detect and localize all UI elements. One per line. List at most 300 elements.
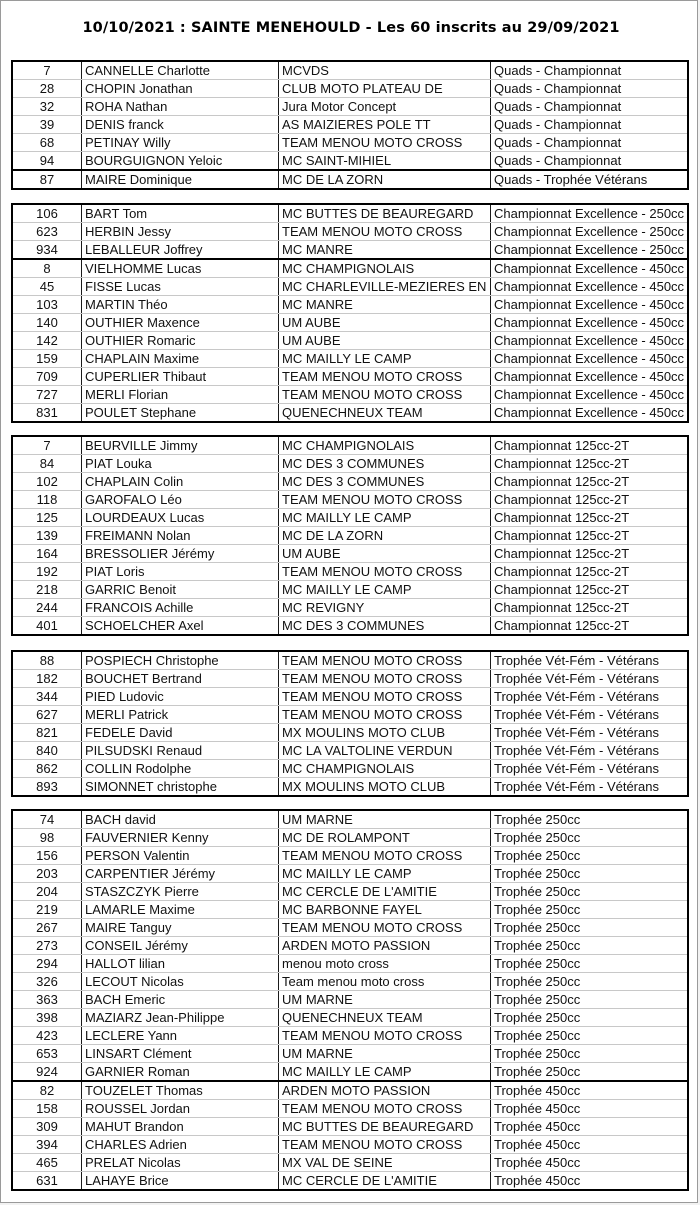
club-name: MC DES 3 COMMUNES	[279, 455, 491, 473]
rider-number: 182	[12, 670, 82, 688]
rider-number: 294	[12, 955, 82, 973]
club-name: TEAM MENOU MOTO CROSS	[279, 651, 491, 670]
category: Championnat 125cc-2T	[491, 509, 689, 527]
rider-number: 74	[12, 810, 82, 829]
rider-name: CANNELLE Charlotte	[82, 61, 279, 80]
club-name: MX MOULINS MOTO CLUB	[279, 778, 491, 797]
table-row	[12, 404, 688, 423]
table-row	[12, 724, 688, 742]
club-name: TEAM MENOU MOTO CROSS	[279, 1100, 491, 1118]
club-name: MCVDS	[279, 61, 491, 80]
club-name: CLUB MOTO PLATEAU DE	[279, 80, 491, 98]
table-row	[12, 865, 688, 883]
table-row	[12, 134, 688, 152]
category: Quads - Championnat	[491, 134, 689, 152]
rider-number: 934	[12, 241, 82, 260]
category: Championnat 125cc-2T	[491, 581, 689, 599]
category: Trophée 450cc	[491, 1136, 689, 1154]
table-row	[12, 61, 688, 80]
category: Trophée 450cc	[491, 1100, 689, 1118]
category: Trophée 250cc	[491, 901, 689, 919]
table-row	[12, 847, 688, 865]
club-name: UM AUBE	[279, 545, 491, 563]
table-row	[12, 810, 688, 829]
category: Quads - Championnat	[491, 80, 689, 98]
club-name: MC CERCLE DE L'AMITIE	[279, 1172, 491, 1191]
table-row	[12, 688, 688, 706]
table-row	[12, 563, 688, 581]
rider-name: GARNIER Roman	[82, 1063, 279, 1082]
rider-name: COLLIN Rodolphe	[82, 760, 279, 778]
rider-name: BACH david	[82, 810, 279, 829]
category: Championnat Excellence - 450cc	[491, 368, 689, 386]
rider-name: BRESSOLIER Jérémy	[82, 545, 279, 563]
rider-number: 82	[12, 1081, 82, 1100]
rider-number: 394	[12, 1136, 82, 1154]
rider-number: 159	[12, 350, 82, 368]
rider-name: LOURDEAUX Lucas	[82, 509, 279, 527]
rider-name: MAIRE Tanguy	[82, 919, 279, 937]
table-row	[12, 670, 688, 688]
table-row	[12, 296, 688, 314]
category: Trophée 450cc	[491, 1081, 689, 1100]
table-row	[12, 617, 688, 636]
club-name: MC DE LA ZORN	[279, 170, 491, 189]
table-row	[12, 706, 688, 724]
club-name: Jura Motor Concept	[279, 98, 491, 116]
rider-number: 423	[12, 1027, 82, 1045]
club-name: MC CHAMPIGNOLAIS	[279, 259, 491, 278]
club-name: MC DES 3 COMMUNES	[279, 473, 491, 491]
category: Quads - Championnat	[491, 61, 689, 80]
rider-name: MERLI Patrick	[82, 706, 279, 724]
rider-name: FISSE Lucas	[82, 278, 279, 296]
rider-number: 39	[12, 116, 82, 134]
category: Championnat 125cc-2T	[491, 563, 689, 581]
club-name: TEAM MENOU MOTO CROSS	[279, 670, 491, 688]
category: Trophée Vét-Fém - Vétérans	[491, 688, 689, 706]
rider-name: HALLOT lilian	[82, 955, 279, 973]
category: Trophée Vét-Fém - Vétérans	[491, 724, 689, 742]
club-name: MC MAILLY LE CAMP	[279, 1063, 491, 1082]
rider-number: 831	[36, 405, 58, 420]
club-name: MC MANRE	[279, 241, 491, 260]
table-row	[12, 116, 688, 134]
rider-number: 87	[12, 170, 82, 189]
club-name: TEAM MENOU MOTO CROSS	[279, 134, 491, 152]
rider-name: POSPIECH Christophe	[82, 651, 279, 670]
category: Championnat Excellence - 450cc	[491, 386, 689, 404]
rider-name: BOURGUIGNON Yeloic	[82, 152, 279, 171]
rider-number: 709	[12, 368, 82, 386]
table-row	[12, 973, 688, 991]
club-name: ARDEN MOTO PASSION	[279, 937, 491, 955]
category: Championnat 125cc-2T	[491, 491, 689, 509]
rider-number: 363	[12, 991, 82, 1009]
table-row	[12, 1081, 688, 1100]
rider-number: 924	[12, 1063, 82, 1082]
category: Championnat 125cc-2T	[491, 599, 689, 617]
rider-name: TOUZELET Thomas	[82, 1081, 279, 1100]
category: Trophée 250cc	[491, 1063, 689, 1082]
category: Quads - Championnat	[491, 98, 689, 116]
club-name: UM MARNE	[279, 991, 491, 1009]
rider-number: 142	[12, 332, 82, 350]
category: Trophée 450cc	[491, 1118, 689, 1136]
category: Trophée 250cc	[491, 919, 689, 937]
registration-table	[11, 809, 689, 1191]
rider-number: 653	[12, 1045, 82, 1063]
rider-name: PILSUDSKI Renaud	[82, 742, 279, 760]
rider-number: 840	[12, 742, 82, 760]
rider-number: 68	[12, 134, 82, 152]
rider-name: STASZCZYK Pierre	[82, 883, 279, 901]
category: Trophée 250cc	[491, 955, 689, 973]
club-name: MC MANRE	[279, 296, 491, 314]
category: Trophée 250cc	[491, 973, 689, 991]
category: Trophée 250cc	[491, 847, 689, 865]
rider-number: 28	[12, 80, 82, 98]
rider-name: FRANCOIS Achille	[82, 599, 279, 617]
category: Championnat 125cc-2T	[491, 455, 689, 473]
rider-number: 821	[12, 724, 82, 742]
table-row	[12, 170, 688, 189]
category: Trophée 250cc	[491, 865, 689, 883]
club-name: TEAM MENOU MOTO CROSS	[279, 223, 491, 241]
club-name: UM MARNE	[279, 810, 491, 829]
table-row	[12, 509, 688, 527]
category: Trophée Vét-Fém - Vétérans	[491, 778, 689, 797]
table-row	[12, 491, 688, 509]
club-name: Team menou moto cross	[279, 973, 491, 991]
rider-name: SIMONNET christophe	[82, 778, 279, 797]
category: Championnat 125cc-2T	[491, 527, 689, 545]
table-row	[12, 883, 688, 901]
category: Championnat Excellence - 450cc	[491, 296, 689, 314]
rider-number: 203	[12, 865, 82, 883]
rider-number: 244	[12, 599, 82, 617]
rider-number: 862	[12, 760, 82, 778]
category: Trophée 250cc	[491, 937, 689, 955]
category: Championnat Excellence - 450cc	[491, 404, 689, 423]
category: Trophée 250cc	[491, 883, 689, 901]
club-name: QUENECHNEUX TEAM	[279, 404, 491, 423]
rider-name: HERBIN Jessy	[82, 223, 279, 241]
club-name: MC MAILLY LE CAMP	[279, 865, 491, 883]
club-name: MC DE LA ZORN	[279, 527, 491, 545]
club-name: MC DES 3 COMMUNES	[279, 617, 491, 636]
category: Championnat Excellence - 250cc	[491, 223, 689, 241]
rider-name: CONSEIL Jérémy	[82, 937, 279, 955]
rider-name: GARRIC Benoit	[82, 581, 279, 599]
table-row	[12, 1136, 688, 1154]
rider-number: 344	[12, 688, 82, 706]
club-name: MC CHAMPIGNOLAIS	[279, 436, 491, 455]
club-name: MC BARBONNE FAYEL	[279, 901, 491, 919]
table-row	[12, 241, 688, 260]
club-name: MC CERCLE DE L'AMITIE	[279, 883, 491, 901]
club-name: menou moto cross	[279, 955, 491, 973]
category: Trophée Vét-Fém - Vétérans	[491, 670, 689, 688]
table-row	[12, 332, 688, 350]
rider-name: SCHOELCHER Axel	[82, 617, 279, 636]
club-name: MC DE ROLAMPONT	[279, 829, 491, 847]
table-row	[12, 98, 688, 116]
club-name: TEAM MENOU MOTO CROSS	[279, 706, 491, 724]
rider-number: 45	[12, 278, 82, 296]
category: Quads - Trophée Vétérans	[491, 170, 689, 189]
rider-number: 125	[12, 509, 82, 527]
club-name: ARDEN MOTO PASSION	[279, 1081, 491, 1100]
rider-name: FREIMANN Nolan	[82, 527, 279, 545]
table-row	[12, 350, 688, 368]
table-row	[12, 223, 688, 241]
club-name: TEAM MENOU MOTO CROSS	[279, 386, 491, 404]
rider-number: 192	[12, 563, 82, 581]
category: Trophée Vét-Fém - Vétérans	[491, 706, 689, 724]
rider-number: 88	[12, 651, 82, 670]
category: Trophée 250cc	[491, 829, 689, 847]
club-name: TEAM MENOU MOTO CROSS	[279, 847, 491, 865]
rider-name: PRELAT Nicolas	[82, 1154, 279, 1172]
category: Championnat Excellence - 250cc	[491, 204, 689, 223]
rider-name: LINSART Clément	[82, 1045, 279, 1063]
rider-number: 32	[12, 98, 82, 116]
club-name: MC CHAMPIGNOLAIS	[279, 760, 491, 778]
rider-name: GAROFALO Léo	[82, 491, 279, 509]
club-name: TEAM MENOU MOTO CROSS	[279, 1027, 491, 1045]
rider-name: CHAPLAIN Maxime	[82, 350, 279, 368]
registration-table	[11, 60, 689, 190]
table-row	[12, 259, 688, 278]
table-row	[12, 436, 688, 455]
club-name: MX MOULINS MOTO CLUB	[279, 724, 491, 742]
club-name: TEAM MENOU MOTO CROSS	[279, 1136, 491, 1154]
club-name: MX VAL DE SEINE	[279, 1154, 491, 1172]
rider-number: 401	[36, 618, 58, 633]
category: Championnat 125cc-2T	[491, 473, 689, 491]
table-row	[12, 742, 688, 760]
rider-name: BART Tom	[82, 204, 279, 223]
category: Trophée 250cc	[491, 1045, 689, 1063]
table-row	[12, 1172, 688, 1191]
club-name: MC MAILLY LE CAMP	[279, 581, 491, 599]
rider-name: FAUVERNIER Kenny	[82, 829, 279, 847]
table-row	[12, 80, 688, 98]
rider-name: MERLI Florian	[82, 386, 279, 404]
registration-table	[11, 203, 689, 423]
table-row	[12, 955, 688, 973]
rider-number: 156	[12, 847, 82, 865]
rider-number: 106	[12, 204, 82, 223]
rider-number: 465	[12, 1154, 82, 1172]
rider-name: ROUSSEL Jordan	[82, 1100, 279, 1118]
table-row	[12, 1154, 688, 1172]
rider-name: PETINAY Willy	[82, 134, 279, 152]
club-name: MC SAINT-MIHIEL	[279, 152, 491, 171]
rider-number: 398	[12, 1009, 82, 1027]
category: Quads - Championnat	[491, 116, 689, 134]
club-name: MC MAILLY LE CAMP	[279, 350, 491, 368]
table-row	[12, 1027, 688, 1045]
rider-number: 84	[12, 455, 82, 473]
table-row	[12, 1118, 688, 1136]
category: Championnat Excellence - 450cc	[491, 350, 689, 368]
rider-name: MAIRE Dominique	[82, 170, 279, 189]
table-row	[12, 1045, 688, 1063]
table-row	[12, 473, 688, 491]
rider-name: LEBALLEUR Joffrey	[82, 241, 279, 260]
rider-name: BEURVILLE Jimmy	[82, 436, 279, 455]
rider-name: CHOPIN Jonathan	[82, 80, 279, 98]
club-name: QUENECHNEUX TEAM	[279, 1009, 491, 1027]
table-row	[12, 901, 688, 919]
category: Trophée Vét-Fém - Vétérans	[491, 760, 689, 778]
table-row	[12, 314, 688, 332]
club-name: MC CHARLEVILLE-MEZIERES EN	[279, 278, 491, 296]
rider-name: MARTIN Théo	[82, 296, 279, 314]
rider-name: LECLERE Yann	[82, 1027, 279, 1045]
rider-name: PIED Ludovic	[82, 688, 279, 706]
category: Trophée 250cc	[491, 1009, 689, 1027]
rider-number: 623	[12, 223, 82, 241]
table-row	[12, 368, 688, 386]
rider-number: 8	[12, 259, 82, 278]
rider-number: 219	[12, 901, 82, 919]
rider-name: DENIS franck	[82, 116, 279, 134]
club-name: TEAM MENOU MOTO CROSS	[279, 563, 491, 581]
registration-table	[11, 650, 689, 797]
rider-name: CHAPLAIN Colin	[82, 473, 279, 491]
rider-name: MAHUT Brandon	[82, 1118, 279, 1136]
rider-number: 102	[12, 473, 82, 491]
rider-name: BOUCHET Bertrand	[82, 670, 279, 688]
table-row	[12, 919, 688, 937]
rider-name: PERSON Valentin	[82, 847, 279, 865]
category: Trophée 450cc	[491, 1154, 689, 1172]
table-row	[12, 1063, 688, 1082]
table-row	[12, 937, 688, 955]
club-name: AS MAIZIERES POLE TT	[279, 116, 491, 134]
registration-table	[11, 435, 689, 636]
table-row	[12, 455, 688, 473]
category: Championnat Excellence - 450cc	[491, 332, 689, 350]
rider-name: PIAT Louka	[82, 455, 279, 473]
club-name: TEAM MENOU MOTO CROSS	[279, 368, 491, 386]
page-title: 10/10/2021 : SAINTE MENEHOULD - Les 60 inscrits au 29/09/2021	[82, 20, 620, 36]
category: Championnat Excellence - 450cc	[491, 259, 689, 278]
category: Trophée Vét-Fém - Vétérans	[491, 742, 689, 760]
category: Championnat 125cc-2T	[491, 617, 689, 636]
category: Trophée 250cc	[491, 810, 689, 829]
category: Quads - Championnat	[491, 152, 689, 171]
rider-name: MAZIARZ Jean-Philippe	[82, 1009, 279, 1027]
club-name: TEAM MENOU MOTO CROSS	[279, 919, 491, 937]
rider-name: OUTHIER Romaric	[82, 332, 279, 350]
rider-number: 627	[12, 706, 82, 724]
rider-number: 94	[12, 152, 82, 171]
table-row	[12, 829, 688, 847]
rider-number: 893	[36, 779, 58, 794]
table-row	[12, 760, 688, 778]
rider-name: PIAT Loris	[82, 563, 279, 581]
rider-number: 139	[12, 527, 82, 545]
table-row	[12, 581, 688, 599]
category: Trophée 250cc	[491, 991, 689, 1009]
table-row	[12, 991, 688, 1009]
rider-number: 631	[36, 1173, 58, 1188]
rider-name: LAHAYE Brice	[82, 1172, 279, 1191]
table-row	[12, 545, 688, 563]
rider-number: 309	[12, 1118, 82, 1136]
rider-number: 158	[12, 1100, 82, 1118]
club-name: MC BUTTES DE BEAUREGARD	[279, 1118, 491, 1136]
category: Championnat Excellence - 450cc	[491, 278, 689, 296]
rider-number: 204	[12, 883, 82, 901]
table-row	[12, 1100, 688, 1118]
club-name: MC LA VALTOLINE VERDUN	[279, 742, 491, 760]
rider-name: VIELHOMME Lucas	[82, 259, 279, 278]
rider-name: CUPERLIER Thibaut	[82, 368, 279, 386]
table-row	[12, 386, 688, 404]
rider-name: POULET Stephane	[82, 404, 279, 423]
club-name: UM MARNE	[279, 1045, 491, 1063]
rider-number: 103	[12, 296, 82, 314]
rider-number: 273	[12, 937, 82, 955]
rider-number: 218	[12, 581, 82, 599]
rider-name: LAMARLE Maxime	[82, 901, 279, 919]
club-name: TEAM MENOU MOTO CROSS	[279, 688, 491, 706]
table-row	[12, 152, 688, 171]
table-row	[12, 651, 688, 670]
category: Championnat 125cc-2T	[491, 545, 689, 563]
rider-number: 7	[12, 61, 82, 80]
rider-number: 140	[12, 314, 82, 332]
table-row	[12, 599, 688, 617]
category: Trophée 450cc	[491, 1172, 689, 1191]
table-row	[12, 278, 688, 296]
club-name: TEAM MENOU MOTO CROSS	[279, 491, 491, 509]
rider-number: 164	[12, 545, 82, 563]
category: Championnat Excellence - 250cc	[491, 241, 689, 260]
category: Trophée Vét-Fém - Vétérans	[491, 651, 689, 670]
rider-number: 118	[12, 491, 82, 509]
rider-name: FEDELE David	[82, 724, 279, 742]
rider-number: 326	[12, 973, 82, 991]
table-row	[12, 778, 688, 797]
rider-name: BACH Emeric	[82, 991, 279, 1009]
category: Trophée 250cc	[491, 1027, 689, 1045]
table-row	[12, 1009, 688, 1027]
rider-name: CARPENTIER Jérémy	[82, 865, 279, 883]
rider-number: 727	[12, 386, 82, 404]
rider-name: OUTHIER Maxence	[82, 314, 279, 332]
rider-number: 267	[12, 919, 82, 937]
rider-number: 98	[12, 829, 82, 847]
category: Championnat 125cc-2T	[491, 436, 689, 455]
club-name: UM AUBE	[279, 332, 491, 350]
rider-number: 7	[12, 436, 82, 455]
club-name: UM AUBE	[279, 314, 491, 332]
category: Championnat Excellence - 450cc	[491, 314, 689, 332]
table-row	[12, 204, 688, 223]
table-row	[12, 527, 688, 545]
club-name: MC REVIGNY	[279, 599, 491, 617]
rider-name: ROHA Nathan	[82, 98, 279, 116]
rider-name: CHARLES Adrien	[82, 1136, 279, 1154]
club-name: MC MAILLY LE CAMP	[279, 509, 491, 527]
rider-name: LECOUT Nicolas	[82, 973, 279, 991]
